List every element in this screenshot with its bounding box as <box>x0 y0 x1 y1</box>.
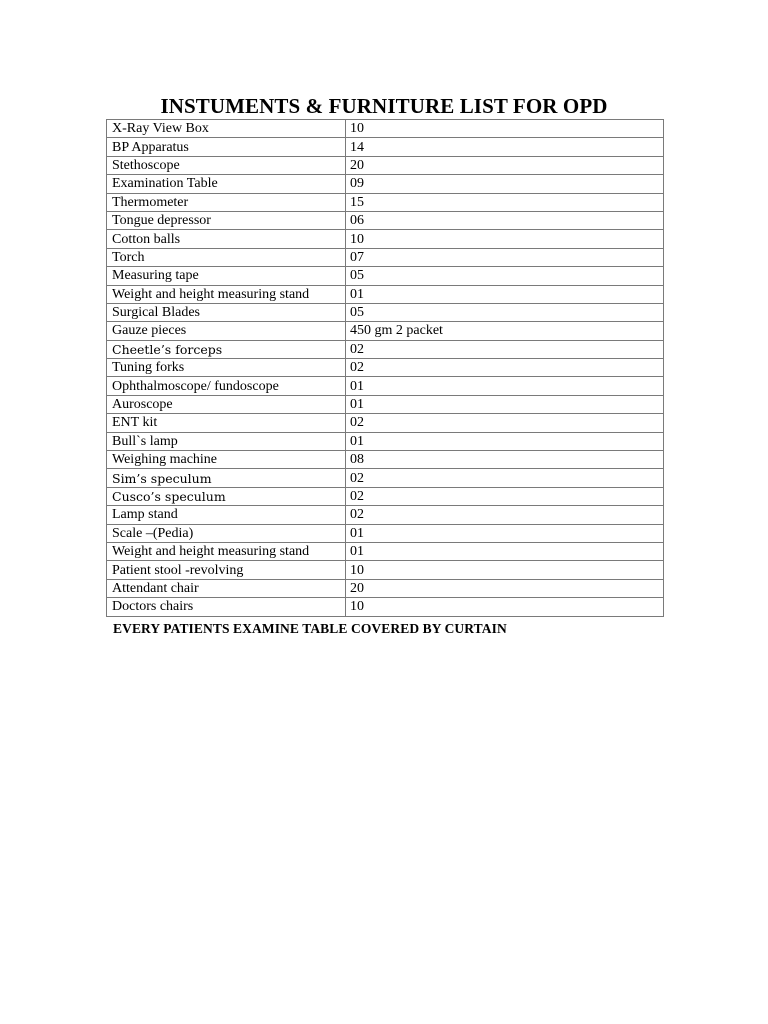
table-row <box>107 542 664 560</box>
item-quantity-cell: 20 <box>346 579 664 597</box>
item-quantity-cell: 02 <box>346 340 664 358</box>
item-name-cell: Patient stool -revolving <box>107 561 346 579</box>
item-name-cell: Cotton balls <box>107 230 346 248</box>
item-name-cell: Weight and height measuring stand <box>107 285 346 303</box>
table-row <box>107 175 664 193</box>
table-row <box>107 120 664 138</box>
item-quantity-cell: 450 gm 2 packet <box>346 322 664 340</box>
instruments-table <box>106 119 664 617</box>
table-row <box>107 487 664 505</box>
table-row <box>107 395 664 413</box>
table-row <box>107 230 664 248</box>
table-row <box>107 303 664 321</box>
item-name-cell: Thermometer <box>107 193 346 211</box>
item-name-cell: Bull`s lamp <box>107 432 346 450</box>
item-name-cell: Cheetle’s forceps <box>107 340 346 358</box>
item-name-cell: Weight and height measuring stand <box>107 542 346 560</box>
item-quantity-cell: 02 <box>346 414 664 432</box>
item-name-cell: Measuring tape <box>107 267 346 285</box>
table-row <box>107 138 664 156</box>
item-quantity-cell: 08 <box>346 451 664 469</box>
table-row <box>107 340 664 358</box>
table-row <box>107 285 664 303</box>
item-quantity-cell: 07 <box>346 248 664 266</box>
item-name-cell: Surgical Blades <box>107 303 346 321</box>
table-row <box>107 248 664 266</box>
table-row <box>107 561 664 579</box>
table-row <box>107 156 664 174</box>
table-row <box>107 432 664 450</box>
item-name-cell: Doctors chairs <box>107 598 346 616</box>
item-name-cell: BP Apparatus <box>107 138 346 156</box>
table-row <box>107 506 664 524</box>
document-title: INSTUMENTS & FURNITURE LIST FOR OPD <box>160 94 608 118</box>
item-name-cell: Examination Table <box>107 175 346 193</box>
item-quantity-cell: 05 <box>346 303 664 321</box>
item-quantity-cell: 02 <box>346 487 664 505</box>
item-name-cell: Scale –(Pedia) <box>107 524 346 542</box>
item-name-cell: Torch <box>107 248 346 266</box>
item-quantity-cell: 10 <box>346 230 664 248</box>
item-quantity-cell: 06 <box>346 211 664 229</box>
item-quantity-cell: 09 <box>346 175 664 193</box>
item-name-cell: Sim’s speculum <box>107 469 346 487</box>
table-row <box>107 359 664 377</box>
table-row <box>107 579 664 597</box>
table-row <box>107 193 664 211</box>
footnote: EVERY PATIENTS EXAMINE TABLE COVERED BY CURTAIN <box>113 621 507 636</box>
table-row <box>107 322 664 340</box>
item-quantity-cell: 01 <box>346 524 664 542</box>
item-name-cell: Lamp stand <box>107 506 346 524</box>
item-name-cell: Tongue depressor <box>107 211 346 229</box>
item-quantity-cell: 02 <box>346 506 664 524</box>
item-quantity-cell: 01 <box>346 285 664 303</box>
item-quantity-cell: 02 <box>346 359 664 377</box>
item-quantity-cell: 01 <box>346 432 664 450</box>
item-quantity-cell: 01 <box>346 542 664 560</box>
item-name-cell: Gauze pieces <box>107 322 346 340</box>
item-quantity-cell: 02 <box>346 469 664 487</box>
table-row <box>107 469 664 487</box>
item-quantity-cell: 14 <box>346 138 664 156</box>
item-quantity-cell: 05 <box>346 267 664 285</box>
table-row <box>107 377 664 395</box>
table-row <box>107 211 664 229</box>
item-name-cell: Weighing machine <box>107 451 346 469</box>
item-quantity-cell: 01 <box>346 395 664 413</box>
item-quantity-cell: 10 <box>346 561 664 579</box>
table-row <box>107 451 664 469</box>
item-quantity-cell: 01 <box>346 377 664 395</box>
item-name-cell: Attendant chair <box>107 579 346 597</box>
table-row <box>107 267 664 285</box>
item-name-cell: ENT kit <box>107 414 346 432</box>
table-row <box>107 414 664 432</box>
table-row <box>107 524 664 542</box>
item-quantity-cell: 10 <box>346 598 664 616</box>
item-name-cell: Tuning forks <box>107 359 346 377</box>
table-row <box>107 598 664 616</box>
item-name-cell: Auroscope <box>107 395 346 413</box>
instruments-table-body <box>107 120 664 617</box>
item-quantity-cell: 20 <box>346 156 664 174</box>
item-quantity-cell: 10 <box>346 120 664 138</box>
item-name-cell: Ophthalmoscope/ fundoscope <box>107 377 346 395</box>
item-quantity-cell: 15 <box>346 193 664 211</box>
item-name-cell: Stethoscope <box>107 156 346 174</box>
item-name-cell: Cusco’s speculum <box>107 487 346 505</box>
item-name-cell: X-Ray View Box <box>107 120 346 138</box>
